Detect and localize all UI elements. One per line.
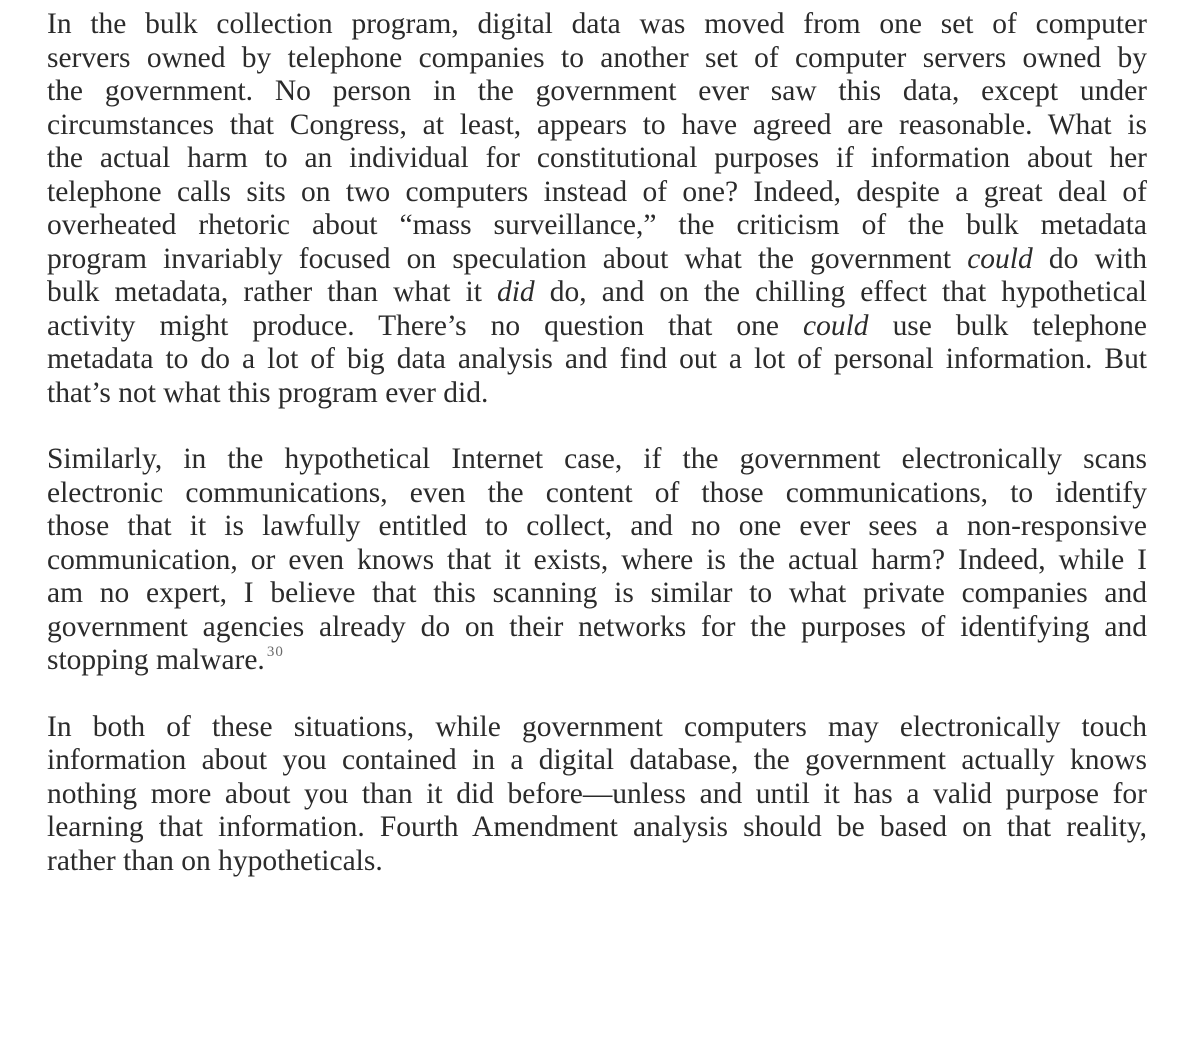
text-run: learning that information. Fourth Amendment analysis should be based on that reality, xyxy=(47,811,1147,843)
emphasis-text: could xyxy=(803,309,869,342)
text-line xyxy=(47,711,1147,745)
text-line xyxy=(47,8,1147,42)
text-run: overheated rhetoric about “mass surveillance,” the criticism of the bulk metadata xyxy=(47,209,1147,241)
text-run: nothing more about you than it did before—unless and until it has a valid purpose for xyxy=(47,777,1147,810)
text-run: In both of these situations, while government computers may electronically touch xyxy=(47,710,1147,743)
text-line xyxy=(47,142,1147,176)
text-run: government agencies already do on their networks for the purposes of identifying and xyxy=(47,610,1147,643)
text-line xyxy=(47,443,1147,477)
text-line xyxy=(47,611,1147,645)
text-run: telephone calls sits on two computers instead of one? Indeed, despite a great deal of xyxy=(47,175,1147,208)
text-line xyxy=(47,42,1147,76)
text-run: activity might produce. There’s no question that one xyxy=(47,309,803,342)
text-line xyxy=(47,243,1147,277)
text-line xyxy=(47,778,1147,812)
paragraph xyxy=(47,711,1147,879)
text-line xyxy=(47,377,1147,411)
text-line xyxy=(47,510,1147,544)
text-run: bulk metadata, rather than what it xyxy=(47,276,497,308)
paragraph xyxy=(47,443,1147,678)
text-run: do with xyxy=(1032,242,1147,275)
text-run: do, and on the chilling effect that hypothetical xyxy=(534,276,1147,308)
text-run: that’s not what this program ever did. xyxy=(47,376,489,409)
paragraph xyxy=(47,8,1147,410)
text-line xyxy=(47,577,1147,611)
emphasis-text: could xyxy=(967,242,1033,275)
text-run: those that it is lawfully entitled to collect, and no one ever sees a non-responsive xyxy=(47,510,1147,542)
text-line xyxy=(47,845,1147,879)
text-run: program invariably focused on speculation about what the government xyxy=(47,242,968,275)
text-line xyxy=(47,343,1147,377)
text-line xyxy=(47,209,1147,243)
text-line xyxy=(47,477,1147,511)
text-run: stopping malware. xyxy=(47,644,265,676)
text-run: information about you contained in a digital database, the government actually knows xyxy=(47,744,1147,776)
text-run: Similarly, in the hypothetical Internet case, if the government electronically scans xyxy=(47,443,1147,475)
text-run: the government. No person in the government ever saw this data, except under xyxy=(47,75,1147,107)
text-run: use bulk telephone xyxy=(868,309,1147,342)
text-line xyxy=(47,276,1147,310)
text-run: circumstances that Congress, at least, appears to have agreed are reasonable. What is xyxy=(47,108,1147,141)
text-run: am no expert, I believe that this scanning is similar to what private companies and xyxy=(47,577,1147,609)
text-run: the actual harm to an individual for constitutional purposes if information about her xyxy=(47,142,1147,174)
text-run: servers owned by telephone companies to another set of computer servers owned by xyxy=(47,41,1147,74)
footnote-marker: 30 xyxy=(266,644,284,660)
text-run: communication, or even knows that it exists, where is the actual harm? Indeed, while I xyxy=(47,543,1147,576)
text-line xyxy=(47,75,1147,109)
emphasis-text: did xyxy=(497,276,535,308)
text-run: metadata to do a lot of big data analysis and find out a lot of personal information. But xyxy=(47,343,1147,375)
text-line xyxy=(47,544,1147,578)
text-line xyxy=(47,644,1147,678)
text-line xyxy=(47,176,1147,210)
text-run: electronic communications, even the content of those communications, to identify xyxy=(47,476,1147,509)
text-run: In the bulk collection program, digital data was moved from one set of computer xyxy=(47,8,1147,40)
text-line xyxy=(47,109,1147,143)
text-line xyxy=(47,811,1147,845)
document-page xyxy=(47,8,1147,878)
text-line xyxy=(47,310,1147,344)
text-line xyxy=(47,744,1147,778)
text-run: rather than on hypotheticals. xyxy=(47,844,383,877)
